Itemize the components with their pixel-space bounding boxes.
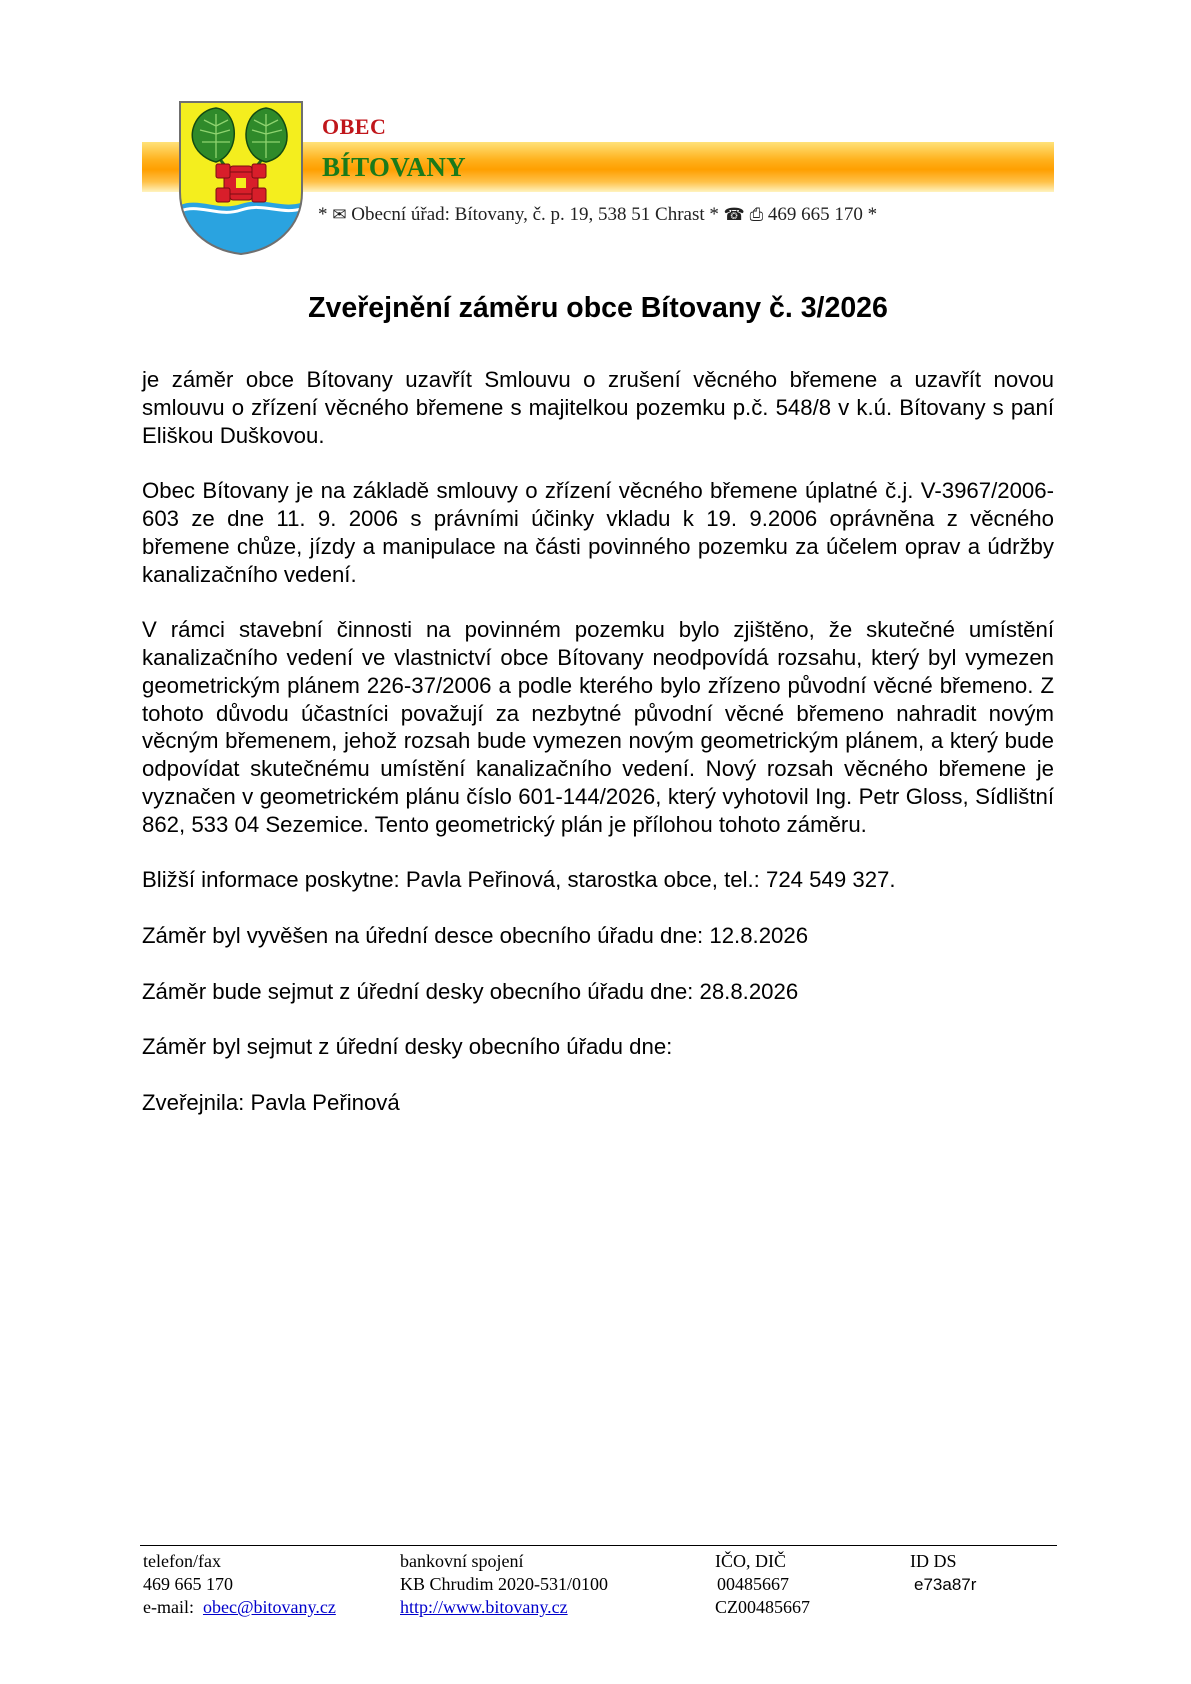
office-phone: 469 665 170 * — [763, 204, 878, 225]
office-address: Obecní úřad: Bítovany, č. p. 19, 538 51 Chrast * — [346, 204, 724, 225]
footer-contact-column — [143, 1550, 336, 1619]
letterhead — [142, 96, 1054, 266]
paragraph-intent: je záměr obce Bítovany uzavřít Smlouvu o zrušení věcného břemene a uzavřít novou smlouvu o zřízení věcného břemene s majitelkou pozemku p.č. 548/8 v k.ú. Bítovany s paní Eliškou Duškovou. — [142, 367, 1054, 448]
footer-bank-value: KB Chrudim 2020-531/0100 — [400, 1574, 609, 1594]
letterhead-address-line — [318, 204, 877, 226]
removal-date: Záměr bude sejmut z úřední desky obecního úřadu dne: 28.8.2026 — [142, 978, 799, 1004]
coat-of-arms-icon — [178, 100, 304, 256]
footer-phone-value: 469 665 170 — [143, 1574, 233, 1594]
footer-dic-value: CZ00485667 — [715, 1597, 811, 1617]
footer-web-link[interactable]: http://www.bitovany.cz — [400, 1597, 568, 1617]
footer-ds-column — [910, 1550, 976, 1596]
letterhead-town-name: BÍTOVANY — [322, 152, 466, 182]
footer-phone-label: telefon/fax — [143, 1551, 221, 1571]
footer-bank-label: bankovní spojení — [400, 1551, 524, 1571]
contact-info: Bližší informace poskytne: Pavla Peřinová, starostka obce, tel.: 724 549 327. — [142, 867, 896, 893]
footer-ds-label: ID DS — [910, 1551, 957, 1571]
footer-email-link[interactable]: obec@bitovany.cz — [202, 1597, 336, 1617]
telephone-icon: ☎ — [723, 205, 745, 225]
footer-email-row — [143, 1596, 336, 1619]
footer-ds-value: e73a87r — [914, 1575, 977, 1594]
address-prefix: * — [318, 204, 333, 225]
fax-icon: ⎙ — [749, 205, 764, 225]
footer-bank-column — [400, 1550, 608, 1619]
removed-date: Záměr byl sejmut z úřední desky obecního úřadu dne: — [142, 1034, 673, 1060]
paragraph-reason: V rámci stavební činnosti na povinném pozemku bylo zjištěno, že skutečné umístění kanalizačního vedení ve vlastnictví obce Bítovany neodpovídá rozsahu, který byl vymezen geometrickým plánem 226-37/2006 a podle kterého bylo zřízeno původní věcné břemeno. Z tohoto důvodu účastníci považují za nezbytné původní věcné břemeno nahradit novým věcným břemenem, jehož rozsah bude vymezen novým geometrickým plánem, a který bude odpovídat skutečnému umístění kanalizačního vedení. Nový rozsah věcného břemene je vyznačen v geometrickém plánu číslo 601-144/2026, který vyhotovil Ing. Petr Gloss, Sídlištní 862, 533 04 Sezemice. Tento geometrický plán je přílohou tohoto záměru. — [142, 617, 1054, 837]
footer-ico-value: 00485667 — [717, 1574, 789, 1594]
footer-ico-label: IČO, DIČ — [715, 1551, 786, 1571]
posted-date: Záměr byl vyvěšen na úřední desce obecního úřadu dne: 12.8.2026 — [142, 922, 809, 948]
footer — [143, 1550, 1055, 1622]
letterhead-obec: OBEC — [322, 114, 387, 139]
document-title: Zveřejnění záměru obce Bítovany č. 3/2026 — [308, 292, 888, 324]
document-body — [142, 366, 1054, 1144]
envelope-icon: ✉ — [332, 205, 347, 225]
footer-divider — [140, 1545, 1057, 1546]
footer-ico-column — [715, 1550, 810, 1619]
paragraph-existing-easement: Obec Bítovany je na základě smlouvy o zřízení věcného břemene úplatné č.j. V-3967/2006-603 ze dne 11. 9. 2006 s právními účinky vkladu k 19. 9.2006 oprávněna z věcného břemene chůze, jízdy a manipulace na části povinného pozemku za účelem oprav a údržby kanalizačního vedení. — [142, 478, 1054, 587]
published-by: Zveřejnila: Pavla Peřinová — [142, 1089, 400, 1115]
footer-email-label: e-mail: — [143, 1597, 194, 1617]
